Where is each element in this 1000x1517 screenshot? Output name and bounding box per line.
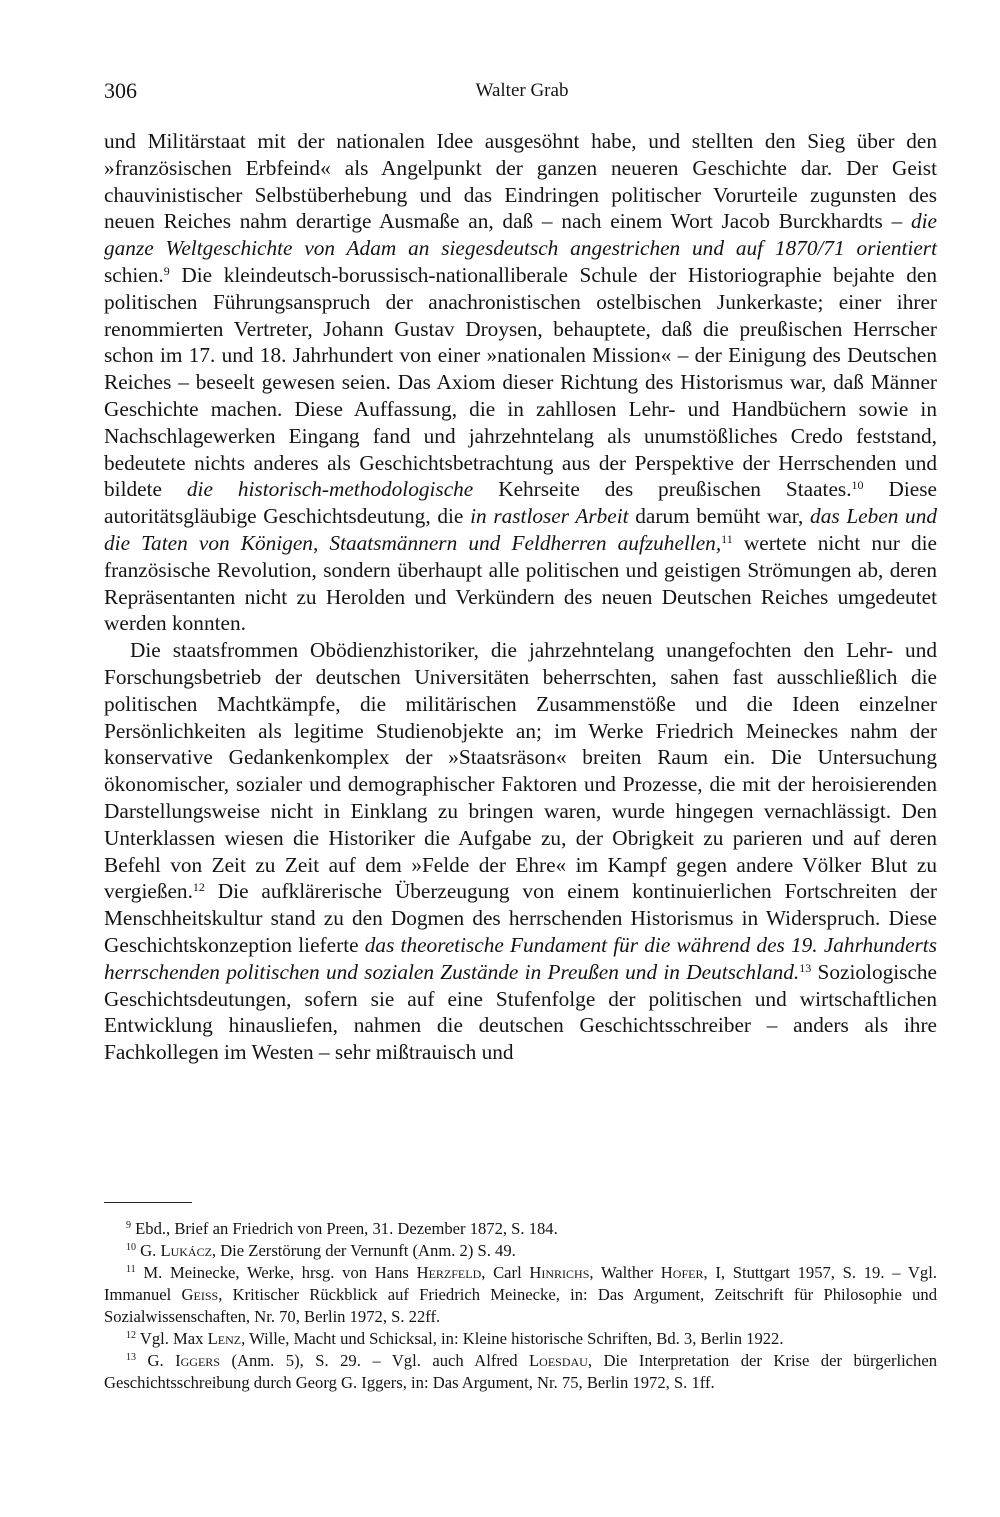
text-run: Die aufklärerische Überzeugung von einem kontinuierlichen Fortschreiten der Menschheitskultur stand zu den Dogmen des herrschenden Historismus in Widerspruch. Diese Geschichtskonzeption lieferte [104, 879, 937, 957]
footnote-text: Vgl. Max [139, 1329, 208, 1348]
footnote-text: Ebd., Brief an Friedrich von Preen, 31. Dezember 1872, S. 184. [135, 1219, 558, 1238]
footnote-9 [104, 1218, 937, 1240]
footnote-text: G. [140, 1241, 161, 1260]
footnote-separator [104, 1202, 192, 1203]
footnote-text: M. Meinecke, Werke, hrsg. von Hans [143, 1263, 417, 1282]
text-run: darum bemüht war, [628, 504, 811, 529]
footnote-number: 11 [126, 1264, 136, 1275]
footnote-text: , Die Zerstörung der Vernunft (Anm. 2) S. 49. [211, 1241, 516, 1260]
author-name: Loesdau [529, 1351, 588, 1370]
author-name: Herzfeld [416, 1263, 482, 1282]
author-name: Hofer [660, 1263, 704, 1282]
text-run: Diese autoritätsgläubige Geschichtsdeutung, die [104, 477, 937, 529]
footnote-text: , I, Stuttgart 1957, S. 19. – Vgl. Immanuel [104, 1263, 937, 1304]
footnote-number: 10 [126, 1242, 136, 1253]
footnote-ref-10: 10 [851, 478, 864, 493]
footnote-11 [104, 1262, 937, 1328]
running-head-author: Walter Grab [475, 80, 569, 101]
footnote-text: , Walther [589, 1263, 661, 1282]
text-run: Soziologische Geschichtsdeutungen, sofern sie auf eine Stufenfolge der politischen und wirtschaftlichen Entwicklung hinausliefen, nahmen die deutschen Geschichtsschreiber – anders als ihre Fachkollegen im Westen – sehr mißtrauisch und [104, 959, 938, 1065]
footnote-text: G. [147, 1351, 176, 1370]
footnote-12 [104, 1328, 937, 1350]
footnote-13 [104, 1350, 937, 1394]
main-text [104, 128, 937, 1066]
text-run: Die staatsfrommen Obödienzhistoriker, die jahrzehntelang unangefochten den Lehr- und Forschungsbetrieb der deutschen Universitäten beherrschten, sahen fast ausschließlich die politischen Machtkämpfe, die militärischen Zusammenstöße und die Ideen einzelner Persönlichkeiten als legitime Studienobjekte an; im Werke Friedrich Meineckes nahm der konservative Gedankenkomplex der »Staatsräson« breiten Raum ein. Die Untersuchung ökonomischer, sozialer und demographischer Faktoren und Prozesse, die mit der heroisierenden Darstellungsweise nicht in Einklang zu bringen waren, wurde hingegen vernachlässigt. Den Unterklassen wiesen die Historiker die Aufgabe zu, der Obrigkeit zu parieren und auf deren Befehl von Zeit zu Zeit auf dem »Felde der Ehre« im Kampf gegen andere Völker Blut zu vergießen. [104, 638, 937, 904]
footnote-text: , Die Interpretation der Krise der bürgerlichen Geschichtsschreibung durch Georg G. Iggers, in: Das Argument, Nr. 75, Berlin 1972, S. 1ff. [104, 1351, 938, 1392]
footnote-text: , Kritischer Rückblick auf Friedrich Meinecke, in: Das Argument, Zeitschrift für Philosophie und Sozialwissenschaften, Nr. 70, Berlin 1972, S. 22ff. [104, 1285, 937, 1326]
italic-quote: in rastloser Arbeit [470, 504, 629, 529]
footnote-number: 9 [126, 1220, 131, 1231]
footnote-ref-12: 12 [192, 880, 205, 895]
text-run: und Militärstaat mit der nationalen Idee ausgesöhnt habe, und stellten den Sieg über den »französischen Erbfeind« als Angelpunkt der ganzen neueren Geschichte dar. Der Geist chauvinistischer Selbstüberhebung und das Eindringen politischer Vorurteile zugunsten des neuen Reiches nahm derartige Ausmaße an, daß – nach einem Wort Jacob Burckhardts – [104, 129, 937, 234]
footnote-ref-9: 9 [163, 263, 170, 278]
footnote-ref-13: 13 [799, 960, 812, 975]
author-name: Lukácz [160, 1241, 212, 1260]
footnote-text: , Carl [481, 1263, 530, 1282]
footnote-ref-11: 11 [721, 531, 733, 546]
text-run: wertete nicht nur die französische Revolution, sondern überhaupt alle politischen und geistigen Strömungen ab, deren Repräsentanten nicht zu Herolden und Verkündern des neuen Deutschen Reiches umgedeutet werden konnten. [104, 530, 937, 636]
italic-quote: das theoretische Fundament für die während des 19. Jahrhunderts herrschenden politischen und sozialen Zustände in Preußen und in Deutschland. [104, 932, 938, 984]
page-number: 306 [104, 78, 137, 103]
footnote-number: 13 [126, 1352, 136, 1363]
footnote-number: 12 [126, 1330, 136, 1341]
author-name: Geiss [181, 1285, 219, 1304]
author-name: Lenz [207, 1329, 242, 1348]
footnotes [104, 1218, 937, 1394]
italic-quote: das Leben und die Taten von Königen, Staatsmännern und Feldherren aufzuhellen, [104, 504, 938, 555]
running-head [104, 78, 940, 108]
paragraph-2 [104, 637, 937, 1066]
italic-quote: die historisch-methodologische [186, 477, 474, 502]
author-name: Hinrichs [529, 1263, 590, 1282]
footnote-text: (Anm. 5), S. 29. – Vgl. auch Alfred [219, 1351, 530, 1370]
paragraph-1 [104, 128, 937, 637]
footnote-10 [104, 1240, 937, 1262]
footnote-text: , Wille, Macht und Schicksal, in: Kleine historische Schriften, Bd. 3, Berlin 1922. [241, 1329, 784, 1348]
italic-quote: die ganze Weltgeschichte von Adam an siegesdeutsch angestrichen und auf 1870/71 orientiert [104, 209, 937, 261]
text-run: schien. [104, 262, 164, 287]
author-name: Iggers [175, 1351, 220, 1370]
text-run: Die kleindeutsch-borussisch-nationalliberale Schule der Historiographie bejahte den politischen Führungsanspruch der anachronistischen ostelbischen Junkerkaste; einer ihrer renommierten Vertreter, Johann Gustav Droysen, behauptete, daß die preußischen Herrscher schon im 17. und 18. Jahrhundert von einer »nationalen Mission« – der Einigung des Deutschen Reiches – beseelt gewesen seien. Das Axiom dieser Richtung des Historismus war, daß Männer Geschichte machen. Diese Auffassung, die in zahllosen Lehr- und Handbüchern sowie in Nachschlagewerken Eingang fand und jahrzehntelang als unumstößliches Credo feststand, bedeutete nichts anderes als Geschichtsbetrachtung aus der Perspektive der Herrschenden und bildete [104, 262, 937, 502]
text-run: Kehrseite des preußischen Staates. [473, 477, 852, 502]
